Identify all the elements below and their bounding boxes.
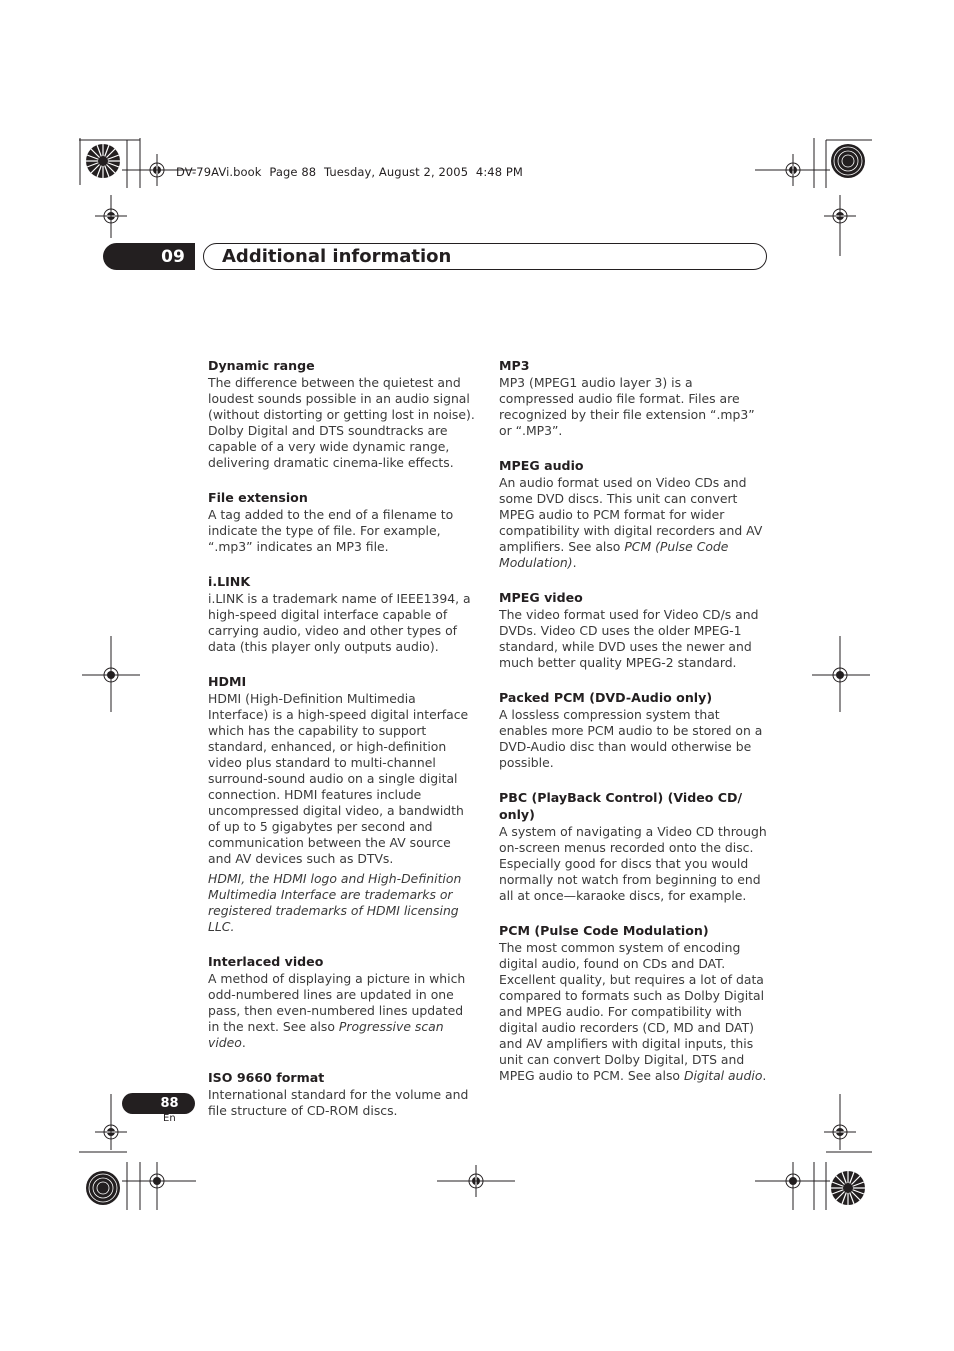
glossary-definition: MP3 (MPEG1 audio layer 3) is a compressed audio file format. Files are recognized by their file extension “.mp3” or “.MP3”. [499,375,755,438]
glossary-entry [499,589,769,671]
glossary-definition: i.LINK is a trademark name of IEEE1394, a high-speed digital interface capable of carrying audio, video and other types of data (this player only outputs audio). [208,591,471,654]
glossary-term: i.LINK [208,574,251,589]
glossary-term: PBC (PlayBack Control) (Video CD/ only) [499,790,743,822]
glossary-definition: A tag added to the end of a filename to indicate the type of file. For example, “.mp3” indicates an MP3 file. [208,507,454,554]
glossary-entry [208,489,478,555]
glossary-entry [499,789,769,904]
glossary-term: Interlaced video [208,954,324,969]
glossary-term: MPEG audio [499,458,584,473]
glossary-entry [499,689,769,771]
glossary-entry [499,457,769,571]
glossary-term: File extension [208,490,308,505]
glossary-left-column [208,357,478,1137]
glossary-term: HDMI [208,674,247,689]
corner-star-mark-top-left [86,144,120,178]
corner-star-mark-bottom-right [831,1171,865,1205]
chapter-title: Additional information [222,246,452,267]
chapter-number: 09 [161,246,185,267]
definition-tail: . [762,1068,767,1083]
definition-text: The most common system of encoding digital audio, found on CDs and DAT. Excellent quality, but requires a lot of data compared to formats such as Dolby Digital and MPEG audio. For compatibility with digital audio recorders (CD, MD and DAT) and AV amplifiers with digital inputs, this unit can convert Dolby Digital, DTS and MPEG audio to PCM. See also [499,940,765,1083]
chapter-title-box [203,243,767,270]
glossary-term: MP3 [499,358,530,373]
glossary-entry [208,673,478,935]
definition-tail: . [241,1035,246,1050]
glossary-term: Packed PCM (DVD-Audio only) [499,690,713,705]
page-number-tab [122,1093,195,1114]
glossary-definition: The video format used for Video CD/s and DVDs. Video CD uses the older MPEG-1 standard, while DVD uses the newer and much better quality MPEG-2 standard. [499,607,759,670]
glossary-term: PCM (Pulse Code Modulation) [499,923,709,938]
glossary-entry [208,1069,478,1119]
print-header-file: DV-79AVi.book [176,165,262,179]
glossary-entry [208,953,478,1051]
glossary-term: Dynamic range [208,358,315,373]
glossary-term: ISO 9660 format [208,1070,325,1085]
glossary-entry [208,573,478,655]
print-header-page: Page 88 [269,165,317,179]
glossary-definition: A lossless compression system that enables more PCM audio to be stored on a DVD-Audio disc than would otherwise be possible. [499,707,763,770]
corner-disc-mark-bottom-left [86,1171,120,1205]
glossary-definition [208,971,478,1051]
print-header-time: 4:48 PM [475,165,523,179]
print-header-date: Tuesday, August 2, 2005 [323,165,469,179]
glossary-definition: The difference between the quietest and loudest sounds possible in an audio signal (without distorting or getting lost in noise). Dolby Digital and DTS soundtracks are capable of a very wide dynamic range, delivering dramatic cinema-like effects. [208,375,475,470]
glossary-right-column [499,357,769,1102]
cross-reference-link: Progressive scan video [208,1019,444,1050]
chapter-number-tab [103,243,195,270]
definition-text: A method of displaying a picture in which odd-numbered lines are updated in one pass, then even-numbered lines updated in the next. See also [208,971,466,1034]
trademark-note: HDMI, the HDMI logo and High-Definition Multimedia Interface are trademarks or registered trademarks of HDMI licensing LLC. [208,871,462,934]
corner-disc-mark-top-right [831,144,865,178]
cross-reference-link: Digital audio [683,1068,763,1083]
glossary-term: MPEG video [499,590,583,605]
glossary-definition: A system of navigating a Video CD through on-screen menus recorded onto the disc. Especially good for discs that you would normally not watch from beginning to end all at once—karaoke discs, for example. [499,824,767,903]
print-header-line [176,165,527,179]
definition-text: An audio format used on Video CDs and some DVD discs. This unit can convert MPEG audio to PCM format for wider compatibility with digital recorders and AV amplifiers. See also [499,475,763,554]
glossary-definition: HDMI (High-Definition Multimedia Interface) is a high-speed digital interface which has the capability to support standard, enhanced, or high-definition video plus standard to multi-channel surround-sound audio on a single digital connection. HDMI features include uncompressed digital video, a bandwidth of up to 5 gigabytes per second and communication between the AV source and AV devices such as DTVs. [208,691,469,866]
glossary-definition [499,940,769,1084]
glossary-entry [208,357,478,471]
definition-tail: . [572,555,577,570]
cross-reference-link: PCM (Pulse Code Modulation) [499,539,729,570]
glossary-definition [499,475,769,571]
page-number: 88 [160,1096,179,1111]
page-language: En [163,1113,176,1124]
glossary-entry [499,922,769,1084]
glossary-definition: International standard for the volume and file structure of CD-ROM discs. [208,1087,469,1118]
glossary-entry [499,357,769,439]
